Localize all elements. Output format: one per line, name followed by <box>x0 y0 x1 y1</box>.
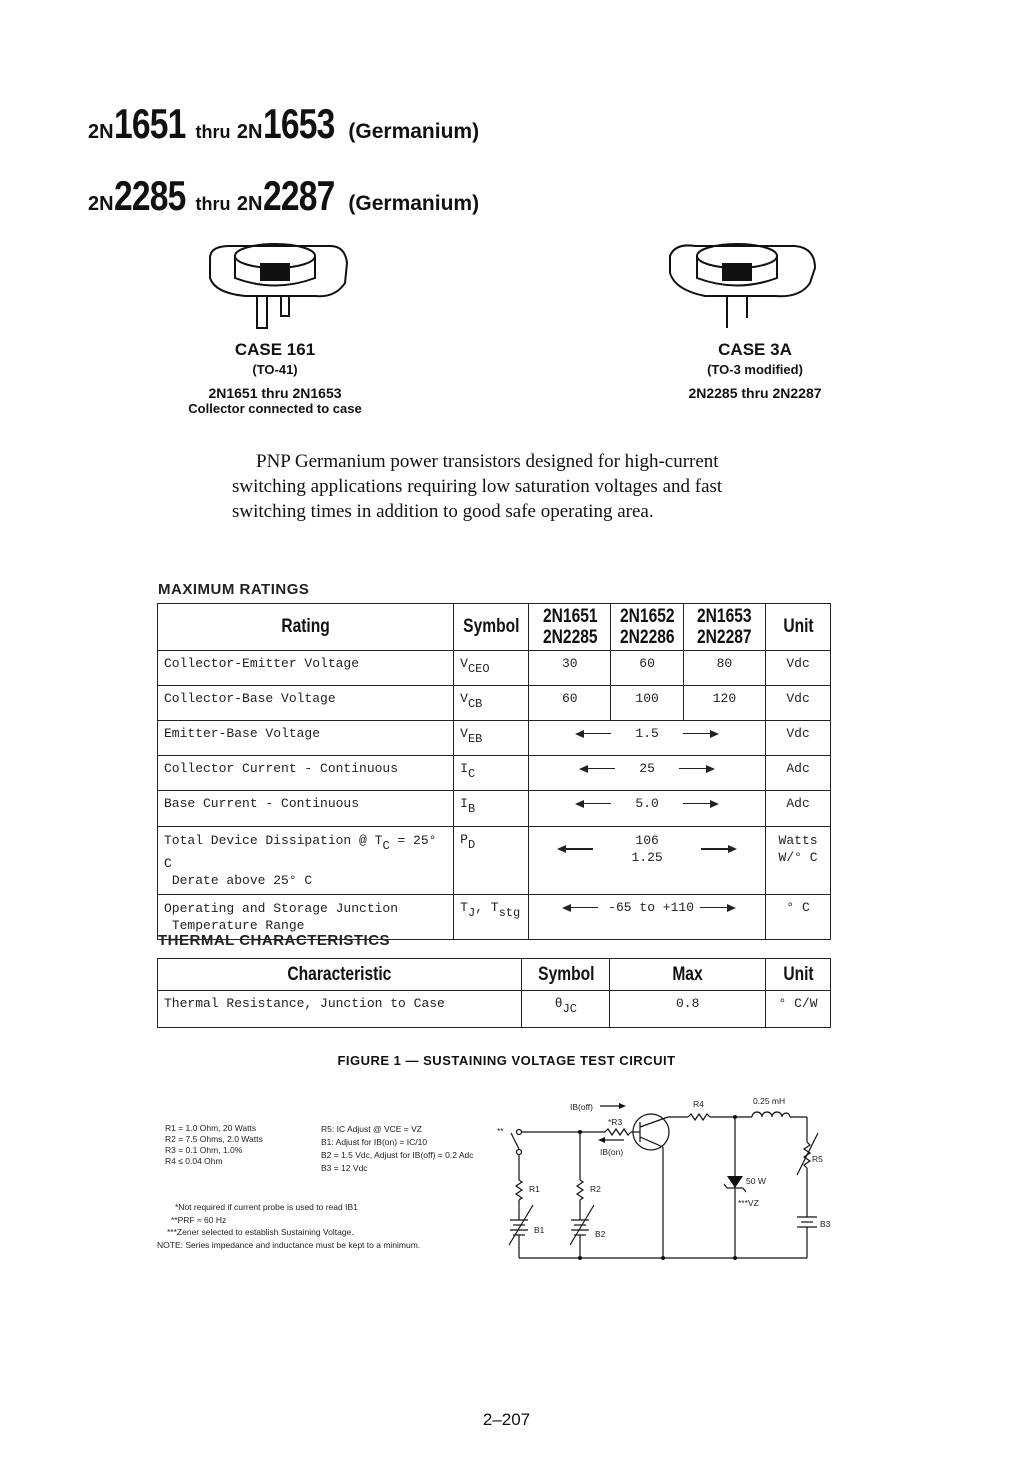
label-ib-off: IB(off) <box>570 1102 593 1112</box>
symbol-cell: $V_{EB}$ <box>454 721 529 756</box>
arrow-right-icon <box>683 733 717 735</box>
symbol-cell: $V_{CB}$ <box>454 686 529 721</box>
label-r3: *R3 <box>608 1117 623 1127</box>
header-symbol: Symbol <box>454 604 529 651</box>
value-cell-all: 5.0 <box>529 791 766 827</box>
unit-cell: Vdc <box>766 686 831 721</box>
note: **PRF ≈ 60 Hz <box>171 1214 227 1225</box>
inductor <box>752 1112 790 1117</box>
symbol-cell: $P_D$ <box>454 827 529 895</box>
value-cell-all: 1.5 <box>529 721 766 756</box>
label-r4: R4 <box>693 1099 704 1109</box>
thermal-heading: THERMAL CHARACTERISTICS <box>158 932 391 949</box>
value-cell-all: 106 1.25 <box>529 827 766 895</box>
legend-item: R3 = 0.1 Ohm, 1.0% <box>165 1145 243 1155</box>
legend-item: R4 ≤ 0.04 Ohm <box>165 1156 223 1166</box>
label-vz: ***VZ <box>738 1198 759 1208</box>
resistor-r2 <box>577 1180 583 1200</box>
case-style: (TO-3 modified) <box>707 362 803 377</box>
value-cell: 80 <box>683 651 765 686</box>
rating-cell: Total Device Dissipation @ $T_C = 25^\circ$ C Derate above 25° C <box>158 827 454 895</box>
arrow-left-icon <box>577 733 611 735</box>
title-thru: thru <box>195 194 231 214</box>
unit-cell: Vdc <box>766 651 831 686</box>
figure-notes <box>157 1201 420 1251</box>
symbol-cell: $\theta_{JC}$ <box>522 991 610 1028</box>
arrow-right-icon <box>700 907 734 909</box>
value-cell: 60 <box>529 686 611 721</box>
unit-cell: Adc <box>766 756 831 791</box>
note: NOTE: Series impedance and inductance must be kept to a minimum. <box>157 1239 421 1250</box>
zener-arrow <box>727 1176 743 1188</box>
header-col3: 2N1653 2N2287 <box>683 604 765 651</box>
header-col2: 2N1652 2N2286 <box>611 604 683 651</box>
switch-terminal <box>517 1130 522 1135</box>
label-r5: R5 <box>812 1154 823 1164</box>
table-row <box>158 651 831 686</box>
symbol-cell: $T_J$, $T_{stg}$ <box>454 895 529 940</box>
table-row <box>158 991 831 1028</box>
title-number: 1651 <box>113 100 186 147</box>
value-cell-all: -65 to +110 <box>529 895 766 940</box>
legend-item: R2 = 7.5 Ohms, 2.0 Watts <box>165 1134 263 1144</box>
resistor-r1 <box>516 1180 522 1200</box>
legend-item: R5: IC Adjust @ VCE = VZ <box>321 1124 422 1134</box>
figure-title: FIGURE 1 — SUSTAINING VOLTAGE TEST CIRCUIT <box>337 1053 676 1068</box>
component-legend-2 <box>321 1123 473 1175</box>
rating-cell: Base Current - Continuous <box>158 791 454 827</box>
title-number: 2285 <box>113 172 186 219</box>
label-b2: B2 <box>595 1229 606 1239</box>
legend-item: B3 = 12 Vdc <box>321 1163 368 1173</box>
legend-item: R1 = 1.0 Ohm, 20 Watts <box>165 1123 257 1133</box>
unit-cell: Adc <box>766 791 831 827</box>
case-161-caption <box>160 340 390 416</box>
characteristic-cell: Thermal Resistance, Junction to Case <box>158 991 522 1028</box>
unit-cell: ° C/W <box>766 991 831 1028</box>
case-161-package-drawing <box>205 238 355 333</box>
header-characteristic: Characteristic <box>158 959 522 991</box>
rating-cell: Operating and Storage Junction Temperature Range <box>158 895 454 940</box>
table-header-row <box>158 959 831 991</box>
arrow-right-icon <box>683 803 717 805</box>
label-ib-on: IB(on) <box>600 1147 624 1157</box>
label-switch: ** <box>497 1126 504 1136</box>
header-unit: Unit <box>766 604 831 651</box>
table-row <box>158 827 831 895</box>
page-number: 2–207 <box>482 1410 531 1429</box>
thermal-table <box>157 958 831 1028</box>
label-r1: R1 <box>529 1184 540 1194</box>
component-legend <box>165 1123 263 1167</box>
label-r2: R2 <box>590 1184 601 1194</box>
label-zener: 50 W <box>746 1176 766 1186</box>
title-prefix: 2N <box>88 193 114 215</box>
unit-cell: Watts W/° C <box>766 827 831 895</box>
rating-cell: Emitter-Base Voltage <box>158 721 454 756</box>
header-unit: Unit <box>766 959 831 991</box>
symbol-cell: $V_{CEO}$ <box>454 651 529 686</box>
table-row <box>158 721 831 756</box>
label-b3: B3 <box>820 1219 831 1229</box>
title-prefix: 2N <box>88 121 114 143</box>
case-style: (TO-41) <box>252 362 298 377</box>
title-material: (Germanium) <box>348 192 480 215</box>
arrow-left-icon <box>577 803 611 805</box>
table-header-row <box>158 604 831 651</box>
title-line-2 <box>88 172 479 220</box>
legend-item: B2 = 1.5 Vdc, Adjust for IB(off) = 0.2 Adc <box>321 1150 474 1160</box>
legend-item: B1: Adjust for IB(on) = IC/10 <box>321 1137 428 1147</box>
resistor-r4 <box>688 1114 710 1120</box>
description <box>232 449 792 524</box>
rating-cell: Collector-Base Voltage <box>158 686 454 721</box>
title-prefix: 2N <box>236 121 263 143</box>
title-prefix: 2N <box>236 193 263 215</box>
max-ratings-heading: MAXIMUM RATINGS <box>158 581 310 598</box>
value-cell: 100 <box>611 686 683 721</box>
title-number: 1653 <box>262 100 335 147</box>
header-symbol: Symbol <box>522 959 610 991</box>
symbol-cell: $I_C$ <box>454 756 529 791</box>
value-cell: 120 <box>683 686 765 721</box>
case-name: CASE 3A <box>718 340 792 359</box>
header-col1: 2N1651 2N2285 <box>529 604 611 651</box>
resistor-r5 <box>804 1142 810 1168</box>
unit-cell: Vdc <box>766 721 831 756</box>
title-number: 2287 <box>262 172 335 219</box>
note: *Not required if current probe is used to read IB1 <box>175 1202 358 1212</box>
value-cell: 30 <box>529 651 611 686</box>
value-cell: 60 <box>611 651 683 686</box>
symbol-cell: $I_B$ <box>454 791 529 827</box>
description-text: PNP Germanium power transistors designed for high-current switching applications requiring low saturation voltages and fast switching times in addition to good safe operating area. <box>232 451 723 522</box>
arrow-left-icon <box>559 848 593 850</box>
rating-cell: Collector-Emitter Voltage <box>158 651 454 686</box>
case-name: CASE 161 <box>234 340 316 359</box>
arrow-left-icon <box>581 768 615 770</box>
label-inductor: 0.25 mH <box>753 1096 786 1106</box>
rating-cell: Collector Current - Continuous <box>158 756 454 791</box>
title-thru: thru <box>195 122 231 142</box>
header-rating: Rating <box>158 604 454 651</box>
switch <box>511 1133 519 1149</box>
label-b1: B1 <box>534 1225 545 1235</box>
case-note: Collector connected to case <box>188 401 362 416</box>
table-row <box>158 686 831 721</box>
value-cell-all: 25 <box>529 756 766 791</box>
table-row <box>158 791 831 827</box>
arrow-right-icon <box>701 848 735 850</box>
max-cell: 0.8 <box>610 991 766 1028</box>
case-3a-package-drawing <box>665 238 825 333</box>
case-parts: 2N2285 thru 2N2287 <box>688 385 822 401</box>
case-3a-caption <box>640 340 870 401</box>
header-max: Max <box>610 959 766 991</box>
arrow-right-icon <box>679 768 713 770</box>
switch-terminal <box>517 1150 522 1155</box>
unit-cell: ° C <box>766 895 831 940</box>
resistor-r3 <box>605 1129 631 1135</box>
title-material: (Germanium) <box>348 120 480 143</box>
table-row <box>158 756 831 791</box>
max-ratings-table <box>157 603 831 940</box>
title-line-1 <box>88 100 479 148</box>
case-parts: 2N1651 thru 2N1653 <box>208 385 342 401</box>
arrow-left-icon <box>564 907 598 909</box>
note: ***Zener selected to establish Sustaining Voltage. <box>167 1227 354 1237</box>
transistor-symbol <box>633 1114 669 1150</box>
